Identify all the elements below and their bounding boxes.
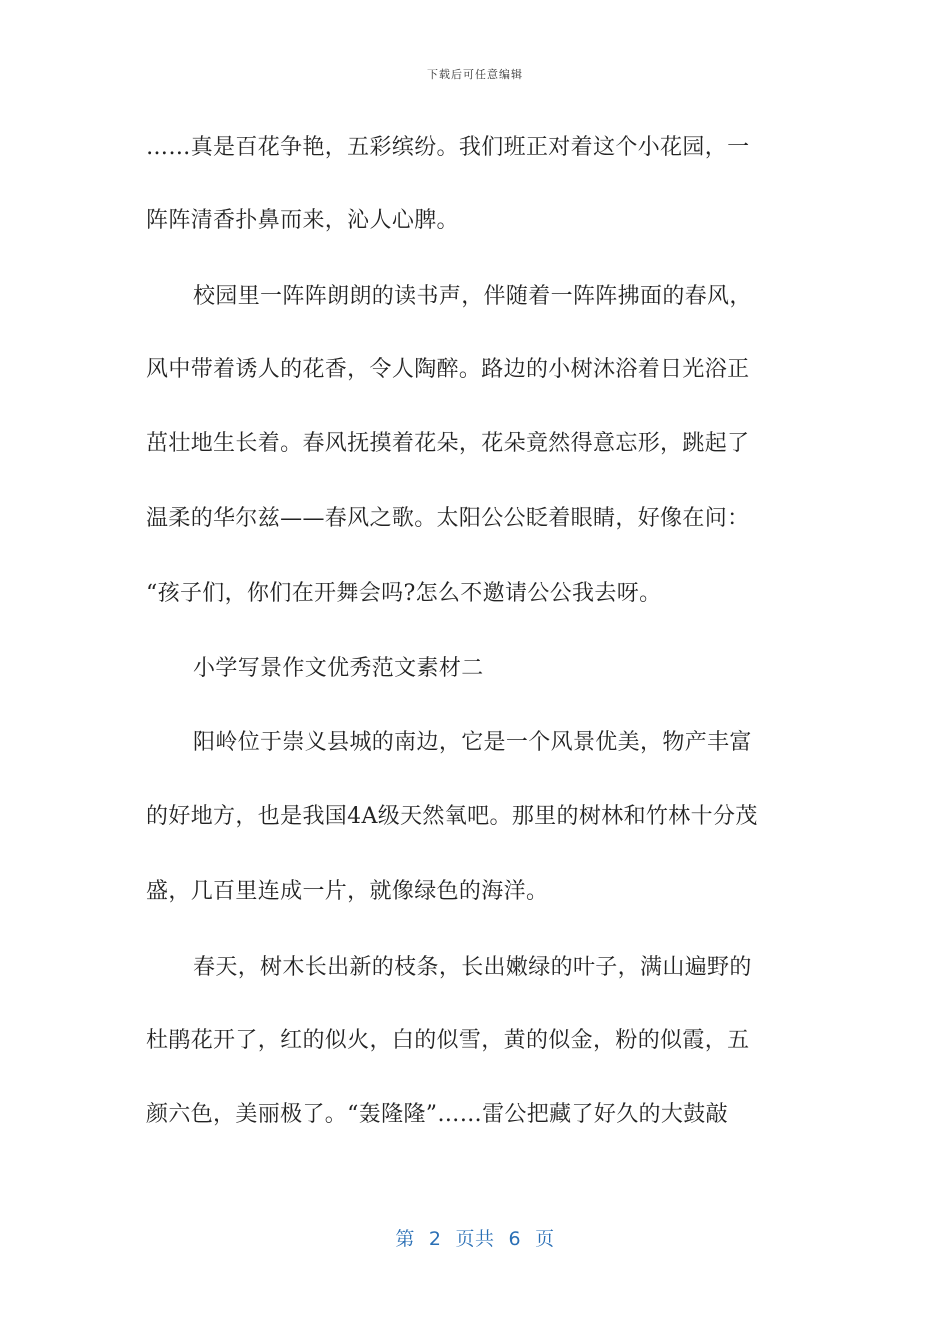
text-line-9: 阳岭位于崇义县城的南边，它是一个风景优美，物产丰富: [193, 730, 752, 755]
text-line-10: 的好地方，也是我国4A级天然氧吧。那里的树林和竹林十分茂: [146, 804, 758, 829]
page-header: 下载后可任意编辑: [427, 68, 523, 81]
text-line-12: 春天，树木长出新的枝条，长出嫩绿的叶子，满山遍野的: [193, 955, 752, 980]
text-line-13: 杜鹃花开了，红的似火，白的似雪，黄的似金，粉的似霞，五: [146, 1028, 750, 1053]
footer-suffix: 页: [535, 1228, 555, 1250]
text-line-11: 盛，几百里连成一片，就像绿色的海洋。: [146, 879, 549, 904]
footer-total-pages: 6: [508, 1228, 522, 1250]
text-line-3: 校园里一阵阵朗朗的读书声，伴随着一阵阵拂面的春风，: [193, 284, 752, 309]
text-line-14: 颜六色，美丽极了。“轰隆隆”……雷公把藏了好久的大鼓敲: [146, 1102, 728, 1127]
text-line-7: “孩子们，你们在开舞会吗?怎么不邀请公公我去呀。: [146, 581, 662, 606]
page-footer: [0, 1224, 950, 1251]
text-line-2: 阵阵清香扑鼻而来，沁人心脾。: [146, 208, 459, 233]
text-line-5: 茁壮地生长着。春风抚摸着花朵，花朵竟然得意忘形，跳起了: [146, 431, 750, 456]
footer-prefix: 第: [395, 1228, 415, 1250]
text-line-6: 温柔的华尔兹——春风之歌。太阳公公眨着眼睛，好像在问：: [146, 506, 750, 531]
text-line-1: ……真是百花争艳，五彩缤纷。我们班正对着这个小花园，一: [146, 135, 750, 160]
footer-middle: 页共: [455, 1228, 495, 1250]
footer-page-number: 2: [428, 1228, 442, 1250]
section-heading: 小学写景作文优秀范文素材二: [193, 656, 484, 681]
text-line-4: 风中带着诱人的花香，令人陶醉。路边的小树沐浴着日光浴正: [146, 357, 750, 382]
